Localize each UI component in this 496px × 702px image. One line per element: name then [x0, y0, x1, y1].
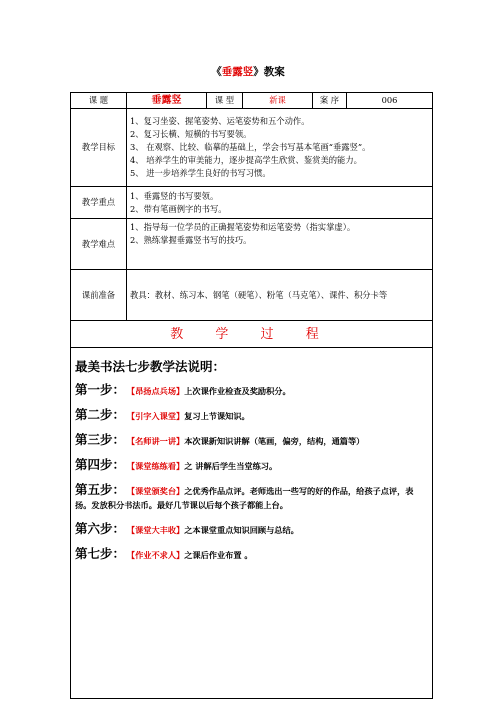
- step-tag: 【课堂颁奖台】: [131, 486, 185, 496]
- step-label: 第三步：: [75, 432, 126, 447]
- step-desc: 之课后作业布置 。: [184, 550, 253, 560]
- method-step: [75, 522, 428, 537]
- step-desc: 之 讲解后学生当堂练习。: [184, 461, 278, 471]
- method-content: [71, 348, 433, 699]
- goal-item: 1、复习坐姿、握笔姿势、运笔姿势和五个动作。: [130, 116, 310, 126]
- step-desc: 之优秀作品点评。老师选出一些写的好的作品，给孩子点评，表扬。发放积分书法币。最好几节课以后每个孩子都能上台。: [75, 486, 414, 510]
- step-label: 第五步：: [75, 482, 126, 497]
- step-label: 第四步：: [75, 457, 126, 472]
- info-row: [71, 93, 433, 109]
- step-tag: 【课堂大丰收】: [131, 525, 185, 535]
- method-step: [75, 547, 428, 562]
- method-heading: 最美书法七步教学法说明：: [75, 359, 226, 374]
- goal-item: 3、 在观察、比较、临摹的基础上，学会书写基本笔画“垂露竖”。: [130, 142, 371, 152]
- difficulties-row: [71, 219, 433, 270]
- method-step: [75, 408, 428, 423]
- step-desc: 之本课堂重点知识回顾与总结。: [184, 525, 299, 535]
- key-points-label: 教学重点: [71, 187, 127, 219]
- step-label: 第六步：: [75, 521, 126, 536]
- key-points-row: [71, 187, 433, 219]
- prep-text: 教具：教材、练习本、钢笔（硬笔）、粉笔（马克笔）、课件、积分卡等: [130, 289, 388, 300]
- method-step: [75, 458, 428, 473]
- topic-label: 课 题: [71, 93, 127, 109]
- lesson-plan-table: [70, 92, 433, 699]
- step-label: 第一步：: [75, 382, 126, 397]
- method-step: [75, 483, 428, 512]
- step-tag: 【引字入课堂】: [131, 411, 185, 421]
- step-tag: 【昂扬点兵场】: [131, 386, 185, 396]
- method-step: [75, 433, 428, 448]
- difficulties-label: 教学难点: [71, 219, 127, 270]
- type-value: 新课: [243, 93, 313, 109]
- process-title: 教 学 过 程: [71, 321, 433, 348]
- step-desc: 复习上节课知识。: [184, 411, 250, 421]
- goals-label: 教学目标: [71, 109, 127, 187]
- topic-value: 垂露竖: [127, 93, 207, 109]
- page-title: [0, 64, 496, 79]
- goal-item: 4、 培养学生的审美能力，逐步提高学生欣赏、鉴赏美的能力。: [130, 155, 362, 165]
- difficulty-item: 2、熟练掌握垂露竖书写的技巧。: [130, 235, 252, 245]
- step-desc: 本次课新知识讲解（笔画，偏旁，结构，通篇等）: [184, 436, 365, 446]
- seq-label: 案 序: [313, 93, 347, 109]
- type-label: 课 型: [207, 93, 243, 109]
- method-step: [75, 383, 428, 398]
- prep-label: 课前准备: [71, 270, 127, 321]
- method-row: [71, 348, 433, 699]
- key-point-item: 2、带有笔画例字的书写。: [130, 203, 227, 214]
- goal-item: 5、 进一步培养学生良好的书写习惯。: [130, 168, 271, 178]
- step-tag: 【作业不求人】: [131, 550, 185, 560]
- step-label: 第二步：: [75, 407, 126, 422]
- title-prefix: 《: [211, 66, 222, 78]
- difficulty-item: 1、指导每一位学员的正确握笔姿势和运笔姿势（指实掌虚）。: [130, 222, 356, 232]
- prep-row: [71, 270, 433, 321]
- step-tag: 【课堂练练看】: [131, 461, 185, 471]
- goals-row: [71, 109, 433, 187]
- goals-content: [127, 109, 433, 187]
- goal-item: 2、复习长横、短横的书写要领。: [130, 129, 252, 139]
- title-course-name: 垂露竖: [221, 66, 254, 78]
- step-label: 第七步：: [75, 546, 126, 561]
- difficulties-content: [127, 219, 433, 270]
- key-points-content: [127, 187, 433, 219]
- prep-content: [127, 270, 433, 321]
- title-suffix: 》教案: [253, 66, 285, 78]
- process-title-row: [71, 321, 433, 348]
- step-desc: 上次课作业检查及奖励积分。: [184, 386, 291, 396]
- step-tag: 【名师讲一讲】: [131, 436, 185, 446]
- seq-value: 006: [347, 93, 433, 109]
- key-point-item: 1、垂露竖的书写要领。: [130, 190, 219, 201]
